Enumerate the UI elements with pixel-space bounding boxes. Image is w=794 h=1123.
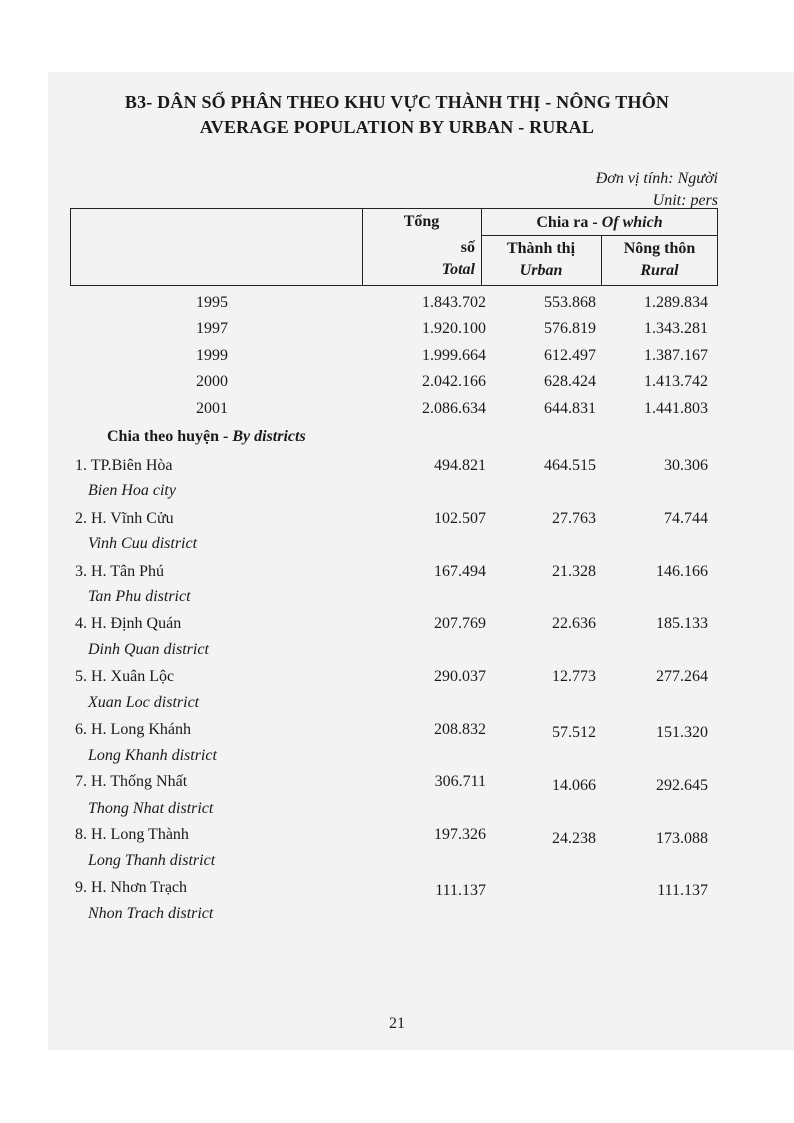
district-name-en: Tan Phu district bbox=[88, 588, 191, 605]
cell-urban: 22.636 bbox=[552, 615, 596, 632]
cell-urban: 24.238 bbox=[552, 830, 596, 847]
cell-total: 306.711 bbox=[434, 773, 486, 790]
cell-urban: 628.424 bbox=[544, 373, 596, 390]
cell-urban: 12.773 bbox=[552, 668, 596, 685]
cell-total: 494.821 bbox=[434, 457, 486, 474]
district-name-en: Nhon Trach district bbox=[88, 905, 214, 922]
district-name: 6. H. Long Khánh bbox=[75, 721, 191, 738]
cell-urban: 644.831 bbox=[544, 400, 596, 417]
cell-total: 167.494 bbox=[434, 563, 486, 580]
cell-rural: 277.264 bbox=[656, 668, 708, 685]
cell-total: 208.832 bbox=[434, 721, 486, 738]
cell-total: 2.086.634 bbox=[422, 400, 486, 417]
header-total-en bbox=[362, 261, 481, 279]
district-name-en: Vinh Cuu district bbox=[88, 535, 198, 552]
section-heading bbox=[107, 428, 306, 446]
header-urban-en: Urban bbox=[519, 262, 563, 279]
table-header bbox=[70, 208, 718, 286]
section-heading-en: By districts bbox=[232, 428, 306, 445]
header-total-vn-2 bbox=[362, 239, 481, 257]
page-title-en: AVERAGE POPULATION BY URBAN - RURAL bbox=[199, 117, 595, 137]
header-rural-en: Rural bbox=[640, 262, 679, 279]
page-number: 21 bbox=[389, 1015, 405, 1032]
header-of-which-en: Of which bbox=[601, 214, 663, 231]
district-name-en: Xuan Loc district bbox=[88, 694, 200, 711]
district-name: 3. H. Tân Phú bbox=[75, 563, 165, 580]
cell-urban: 576.819 bbox=[544, 320, 596, 337]
cell-total: 207.769 bbox=[434, 615, 486, 632]
cell-urban: 464.515 bbox=[544, 457, 596, 474]
header-rural-vn: Nông thôn bbox=[623, 240, 696, 257]
district-name-en: Bien Hoa city bbox=[88, 482, 176, 499]
district-name: 2. H. Vĩnh Cửu bbox=[75, 510, 174, 527]
district-name-en: Thong Nhat district bbox=[88, 800, 214, 817]
cell-rural: 1.441.803 bbox=[644, 400, 708, 417]
cell-urban: 21.328 bbox=[552, 563, 596, 580]
cell-total: 1.999.664 bbox=[422, 347, 486, 364]
cell-total: 197.326 bbox=[434, 826, 486, 843]
district-name: 5. H. Xuân Lộc bbox=[75, 668, 175, 685]
cell-total: 2.042.166 bbox=[422, 373, 486, 390]
district-name: 7. H. Thống Nhất bbox=[75, 773, 188, 790]
district-name-en: Long Khanh district bbox=[88, 747, 217, 764]
unit-label-vn: Đơn vị tính: Người bbox=[595, 170, 718, 187]
cell-urban: 553.868 bbox=[544, 294, 596, 311]
district-name: 4. H. Định Quán bbox=[75, 615, 182, 632]
cell-urban: 27.763 bbox=[552, 510, 596, 527]
year-label: 1995 bbox=[196, 294, 228, 311]
year-label: 2000 bbox=[196, 373, 228, 390]
cell-rural: 1.413.742 bbox=[644, 373, 708, 390]
header-total-vn-2-text: số bbox=[460, 239, 475, 256]
cell-total: 102.507 bbox=[434, 510, 486, 527]
cell-urban: 57.512 bbox=[552, 724, 596, 741]
cell-total: 1.920.100 bbox=[422, 320, 486, 337]
header-of-which-vn: Chia ra - bbox=[536, 214, 602, 231]
cell-total: 290.037 bbox=[434, 668, 486, 685]
cell-rural: 292.645 bbox=[656, 777, 708, 794]
cell-rural: 1.289.834 bbox=[644, 294, 708, 311]
district-name-en: Dinh Quan district bbox=[88, 641, 209, 658]
cell-rural: 151.320 bbox=[656, 724, 708, 741]
cell-rural: 1.387.167 bbox=[644, 347, 708, 364]
header-total-vn-1: Tổng bbox=[403, 213, 440, 230]
district-name: 9. H. Nhơn Trạch bbox=[75, 879, 188, 896]
year-label: 1997 bbox=[196, 320, 228, 337]
section-heading-vn: Chia theo huyện - bbox=[107, 428, 233, 445]
district-name: 1. TP.Biên Hòa bbox=[75, 457, 173, 474]
district-name-en: Long Thanh district bbox=[88, 852, 216, 869]
cell-rural: 30.306 bbox=[664, 457, 708, 474]
year-label: 1999 bbox=[196, 347, 228, 364]
unit-label-en: Unit: pers bbox=[652, 192, 718, 209]
year-label: 2001 bbox=[196, 400, 228, 417]
cell-rural: 74.744 bbox=[664, 510, 708, 527]
header-divider bbox=[481, 235, 718, 236]
cell-rural: 146.166 bbox=[656, 563, 708, 580]
cell-rural: 185.133 bbox=[656, 615, 708, 632]
cell-rural: 173.088 bbox=[656, 830, 708, 847]
page-title-vn: B3- DÂN SỐ PHÂN THEO KHU VỰC THÀNH THỊ - NÔNG THÔN bbox=[124, 92, 670, 112]
cell-urban: 612.497 bbox=[544, 347, 596, 364]
header-urban-vn: Thành thị bbox=[506, 240, 576, 257]
cell-rural: 111.137 bbox=[657, 882, 708, 899]
district-name: 8. H. Long Thành bbox=[75, 826, 189, 843]
header-of-which bbox=[481, 214, 718, 232]
cell-urban: 14.066 bbox=[552, 777, 596, 794]
cell-total: 1.843.702 bbox=[422, 294, 486, 311]
cell-total: 111.137 bbox=[435, 882, 486, 899]
header-total-en-text: Total bbox=[441, 261, 475, 278]
cell-rural: 1.343.281 bbox=[644, 320, 708, 337]
